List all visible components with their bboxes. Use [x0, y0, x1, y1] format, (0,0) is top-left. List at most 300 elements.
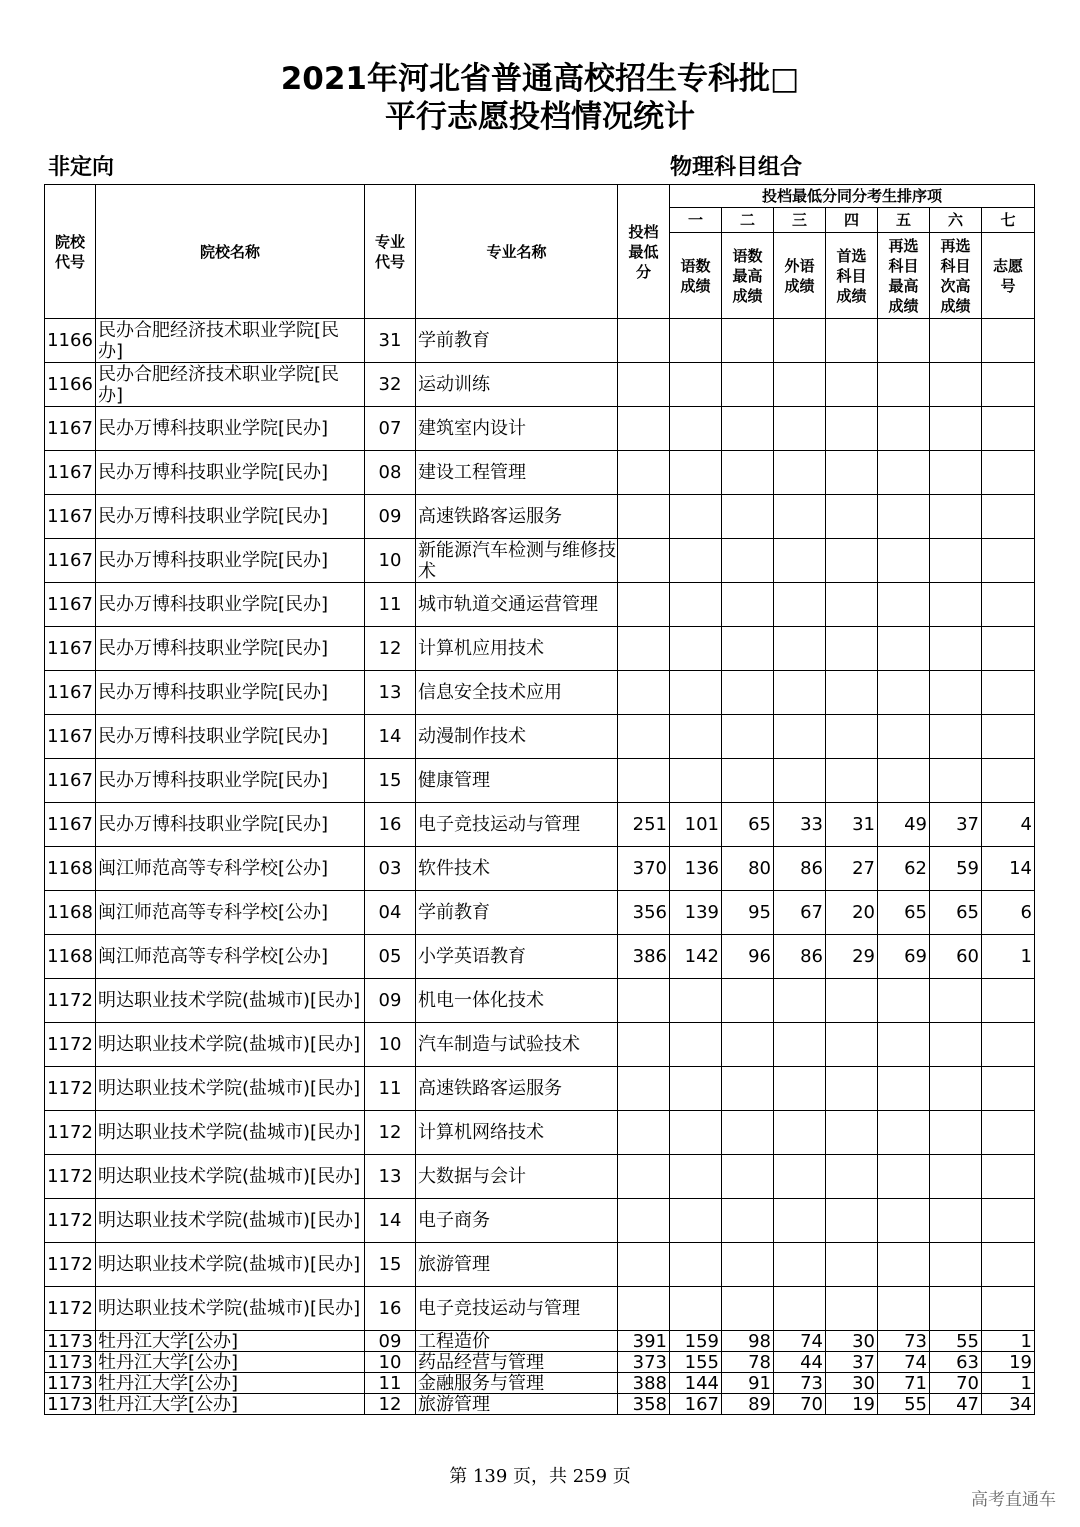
major-code-cell: 09	[365, 979, 416, 1023]
tiebreak-7-cell	[982, 715, 1035, 759]
tiebreak-1-cell: 159	[670, 1331, 722, 1352]
table-row	[45, 1067, 1035, 1111]
tiebreak-2-cell	[722, 539, 774, 583]
tiebreak-1-cell: 101	[670, 803, 722, 847]
major-name-cell: 高速铁路客运服务	[416, 1067, 618, 1111]
tiebreak-6-cell	[930, 1243, 982, 1287]
tiebreak-6-cell	[930, 1155, 982, 1199]
tiebreak-1-cell	[670, 1243, 722, 1287]
tiebreak-5-cell	[878, 407, 930, 451]
table-header	[45, 185, 1035, 319]
tiebreak-4-cell: 19	[826, 1394, 878, 1415]
tiebreak-1-cell	[670, 1287, 722, 1331]
tiebreak-6-cell: 59	[930, 847, 982, 891]
school-code-cell: 1167	[45, 671, 96, 715]
major-code-cell: 11	[365, 583, 416, 627]
min-score-cell	[618, 451, 670, 495]
major-name-cell: 电子商务	[416, 1199, 618, 1243]
min-score-cell: 370	[618, 847, 670, 891]
tiebreak-2-cell	[722, 671, 774, 715]
min-score-cell	[618, 627, 670, 671]
header-order: 一	[670, 208, 722, 233]
header-item: 再选科目最高成绩	[878, 233, 930, 319]
tiebreak-4-cell	[826, 495, 878, 539]
tiebreak-3-cell	[774, 1287, 826, 1331]
tiebreak-1-cell: 142	[670, 935, 722, 979]
tiebreak-2-cell	[722, 583, 774, 627]
school-name-cell: 闽江师范高等专科学校[公办]	[96, 891, 365, 935]
tiebreak-1-cell	[670, 671, 722, 715]
tiebreak-3-cell	[774, 1111, 826, 1155]
school-code-cell: 1172	[45, 1111, 96, 1155]
major-name-cell: 计算机网络技术	[416, 1111, 618, 1155]
major-name-cell: 旅游管理	[416, 1243, 618, 1287]
tiebreak-5-cell	[878, 495, 930, 539]
major-code-cell: 12	[365, 627, 416, 671]
watermark: 高考直通车	[971, 1490, 1056, 1510]
tiebreak-4-cell: 30	[826, 1331, 878, 1352]
tiebreak-2-cell	[722, 1243, 774, 1287]
major-code-cell: 15	[365, 1243, 416, 1287]
tiebreak-5-cell	[878, 451, 930, 495]
tiebreak-7-cell	[982, 495, 1035, 539]
tiebreak-7-cell	[982, 1155, 1035, 1199]
table-row	[45, 627, 1035, 671]
header-item: 语数最高成绩	[722, 233, 774, 319]
tiebreak-2-cell: 78	[722, 1352, 774, 1373]
table-row	[45, 1287, 1035, 1331]
tiebreak-4-cell: 30	[826, 1373, 878, 1394]
tiebreak-6-cell	[930, 583, 982, 627]
school-name-cell: 闽江师范高等专科学校[公办]	[96, 847, 365, 891]
major-name-cell: 药品经营与管理	[416, 1352, 618, 1373]
tiebreak-4-cell	[826, 759, 878, 803]
school-name-cell: 民办合肥经济技术职业学院[民办]	[96, 363, 365, 407]
tiebreak-6-cell	[930, 759, 982, 803]
tiebreak-7-cell	[982, 363, 1035, 407]
table-row	[45, 891, 1035, 935]
table-row	[45, 1243, 1035, 1287]
min-score-cell: 373	[618, 1352, 670, 1373]
tiebreak-6-cell: 55	[930, 1331, 982, 1352]
tiebreak-7-cell: 1	[982, 935, 1035, 979]
school-name-cell: 明达职业技术学院(盐城市)[民办]	[96, 1023, 365, 1067]
school-code-cell: 1172	[45, 1199, 96, 1243]
major-code-cell: 31	[365, 319, 416, 363]
tiebreak-5-cell	[878, 979, 930, 1023]
tiebreak-3-cell	[774, 1023, 826, 1067]
tiebreak-5-cell: 55	[878, 1394, 930, 1415]
major-code-cell: 11	[365, 1067, 416, 1111]
tiebreak-2-cell	[722, 319, 774, 363]
page-title-line2: 平行志愿投档情况统计	[385, 99, 695, 135]
tiebreak-3-cell: 73	[774, 1373, 826, 1394]
tiebreak-6-cell	[930, 539, 982, 583]
school-name-cell: 民办万博科技职业学院[民办]	[96, 671, 365, 715]
tiebreak-1-cell	[670, 1111, 722, 1155]
tiebreak-4-cell: 20	[826, 891, 878, 935]
major-name-cell: 运动训练	[416, 363, 618, 407]
table-row	[45, 1023, 1035, 1067]
tiebreak-7-cell	[982, 1023, 1035, 1067]
tiebreak-5-cell: 69	[878, 935, 930, 979]
category-left-label: 非定向	[48, 155, 115, 180]
major-name-cell: 学前教育	[416, 891, 618, 935]
major-name-cell: 新能源汽车检测与维修技术	[416, 539, 618, 583]
school-name-cell: 民办合肥经济技术职业学院[民办]	[96, 319, 365, 363]
school-name-cell: 明达职业技术学院(盐城市)[民办]	[96, 1111, 365, 1155]
school-name-cell: 牡丹江大学[公办]	[96, 1331, 365, 1352]
tiebreak-1-cell	[670, 319, 722, 363]
school-name-cell: 民办万博科技职业学院[民办]	[96, 539, 365, 583]
tiebreak-3-cell: 86	[774, 935, 826, 979]
tiebreak-2-cell	[722, 1023, 774, 1067]
tiebreak-4-cell	[826, 363, 878, 407]
school-code-cell: 1167	[45, 715, 96, 759]
tiebreak-6-cell	[930, 1199, 982, 1243]
table-row	[45, 1373, 1035, 1394]
header-item: 语数成绩	[670, 233, 722, 319]
major-code-cell: 14	[365, 1199, 416, 1243]
major-code-cell: 10	[365, 1023, 416, 1067]
table-row	[45, 935, 1035, 979]
tiebreak-6-cell	[930, 363, 982, 407]
tiebreak-5-cell: 71	[878, 1373, 930, 1394]
tiebreak-1-cell	[670, 1023, 722, 1067]
tiebreak-7-cell: 1	[982, 1373, 1035, 1394]
tiebreak-1-cell: 136	[670, 847, 722, 891]
major-name-cell: 建设工程管理	[416, 451, 618, 495]
table-row	[45, 363, 1035, 407]
table-row	[45, 539, 1035, 583]
header-order: 五	[878, 208, 930, 233]
header-order: 七	[982, 208, 1035, 233]
major-code-cell: 16	[365, 1287, 416, 1331]
page-title-line1: 2021年河北省普通高校招生专科批□	[280, 61, 800, 97]
major-name-cell: 电子竞技运动与管理	[416, 803, 618, 847]
tiebreak-7-cell	[982, 1111, 1035, 1155]
min-score-cell	[618, 759, 670, 803]
tiebreak-7-cell	[982, 1199, 1035, 1243]
tiebreak-2-cell	[722, 1155, 774, 1199]
school-name-cell: 牡丹江大学[公办]	[96, 1373, 365, 1394]
tiebreak-1-cell	[670, 583, 722, 627]
tiebreak-4-cell	[826, 1111, 878, 1155]
min-score-cell: 386	[618, 935, 670, 979]
header-order: 六	[930, 208, 982, 233]
tiebreak-5-cell	[878, 1287, 930, 1331]
tiebreak-3-cell	[774, 627, 826, 671]
major-code-cell: 15	[365, 759, 416, 803]
school-name-cell: 民办万博科技职业学院[民办]	[96, 495, 365, 539]
tiebreak-3-cell	[774, 583, 826, 627]
major-code-cell: 10	[365, 539, 416, 583]
header-item: 外语成绩	[774, 233, 826, 319]
tiebreak-3-cell	[774, 1199, 826, 1243]
tiebreak-5-cell	[878, 759, 930, 803]
tiebreak-3-cell: 74	[774, 1331, 826, 1352]
table-row	[45, 1111, 1035, 1155]
tiebreak-7-cell	[982, 1243, 1035, 1287]
tiebreak-3-cell: 86	[774, 847, 826, 891]
table-row	[45, 1331, 1035, 1352]
tiebreak-1-cell	[670, 715, 722, 759]
tiebreak-5-cell	[878, 539, 930, 583]
table-row	[45, 847, 1035, 891]
tiebreak-1-cell	[670, 495, 722, 539]
tiebreak-6-cell: 47	[930, 1394, 982, 1415]
tiebreak-1-cell	[670, 627, 722, 671]
tiebreak-7-cell	[982, 979, 1035, 1023]
tiebreak-3-cell	[774, 495, 826, 539]
table-row	[45, 1352, 1035, 1373]
tiebreak-3-cell	[774, 363, 826, 407]
tiebreak-6-cell	[930, 495, 982, 539]
tiebreak-1-cell	[670, 979, 722, 1023]
school-name-cell: 明达职业技术学院(盐城市)[民办]	[96, 1287, 365, 1331]
major-code-cell: 16	[365, 803, 416, 847]
min-score-cell	[618, 1243, 670, 1287]
header-order: 二	[722, 208, 774, 233]
school-name-cell: 民办万博科技职业学院[民办]	[96, 803, 365, 847]
tiebreak-6-cell: 37	[930, 803, 982, 847]
school-code-cell: 1172	[45, 979, 96, 1023]
major-code-cell: 03	[365, 847, 416, 891]
tiebreak-2-cell	[722, 407, 774, 451]
school-code-cell: 1168	[45, 891, 96, 935]
tiebreak-5-cell	[878, 583, 930, 627]
tiebreak-3-cell	[774, 759, 826, 803]
table-row	[45, 451, 1035, 495]
school-code-cell: 1167	[45, 803, 96, 847]
school-code-cell: 1167	[45, 539, 96, 583]
tiebreak-6-cell	[930, 407, 982, 451]
tiebreak-2-cell	[722, 979, 774, 1023]
tiebreak-2-cell: 95	[722, 891, 774, 935]
tiebreak-7-cell	[982, 451, 1035, 495]
tiebreak-6-cell	[930, 451, 982, 495]
school-code-cell: 1172	[45, 1067, 96, 1111]
major-code-cell: 08	[365, 451, 416, 495]
table-row	[45, 1155, 1035, 1199]
tiebreak-5-cell: 73	[878, 1331, 930, 1352]
tiebreak-2-cell: 80	[722, 847, 774, 891]
school-code-cell: 1166	[45, 363, 96, 407]
tiebreak-1-cell	[670, 363, 722, 407]
tiebreak-3-cell	[774, 407, 826, 451]
tiebreak-4-cell	[826, 627, 878, 671]
tiebreak-7-cell	[982, 759, 1035, 803]
major-name-cell: 金融服务与管理	[416, 1373, 618, 1394]
tiebreak-2-cell	[722, 1067, 774, 1111]
tiebreak-6-cell	[930, 627, 982, 671]
table-row	[45, 671, 1035, 715]
school-name-cell: 牡丹江大学[公办]	[96, 1394, 365, 1415]
tiebreak-7-cell: 19	[982, 1352, 1035, 1373]
tiebreak-3-cell	[774, 671, 826, 715]
major-name-cell: 小学英语教育	[416, 935, 618, 979]
tiebreak-2-cell	[722, 451, 774, 495]
min-score-cell	[618, 1155, 670, 1199]
min-score-cell: 251	[618, 803, 670, 847]
tiebreak-7-cell: 6	[982, 891, 1035, 935]
school-code-cell: 1173	[45, 1352, 96, 1373]
tiebreak-4-cell: 31	[826, 803, 878, 847]
tiebreak-5-cell: 74	[878, 1352, 930, 1373]
min-score-cell: 388	[618, 1373, 670, 1394]
category-right-label: 物理科目组合	[670, 155, 803, 180]
tiebreak-3-cell	[774, 539, 826, 583]
major-code-cell: 05	[365, 935, 416, 979]
min-score-cell	[618, 495, 670, 539]
header-school-name: 院校名称	[96, 185, 365, 319]
tiebreak-5-cell	[878, 715, 930, 759]
tiebreak-1-cell	[670, 1067, 722, 1111]
tiebreak-6-cell	[930, 671, 982, 715]
tiebreak-2-cell	[722, 1287, 774, 1331]
tiebreak-2-cell	[722, 1111, 774, 1155]
tiebreak-5-cell	[878, 671, 930, 715]
school-code-cell: 1167	[45, 759, 96, 803]
major-name-cell: 计算机应用技术	[416, 627, 618, 671]
min-score-cell	[618, 583, 670, 627]
min-score-cell	[618, 1023, 670, 1067]
major-code-cell: 09	[365, 1331, 416, 1352]
major-name-cell: 大数据与会计	[416, 1155, 618, 1199]
tiebreak-4-cell: 29	[826, 935, 878, 979]
school-code-cell: 1173	[45, 1373, 96, 1394]
table-row	[45, 495, 1035, 539]
major-name-cell: 机电一体化技术	[416, 979, 618, 1023]
tiebreak-6-cell: 60	[930, 935, 982, 979]
school-code-cell: 1172	[45, 1155, 96, 1199]
tiebreak-4-cell	[826, 979, 878, 1023]
tiebreak-7-cell: 4	[982, 803, 1035, 847]
min-score-cell	[618, 407, 670, 451]
min-score-cell	[618, 319, 670, 363]
table-row	[45, 1199, 1035, 1243]
min-score-cell	[618, 1199, 670, 1243]
tiebreak-7-cell: 1	[982, 1331, 1035, 1352]
major-code-cell: 10	[365, 1352, 416, 1373]
header-order: 四	[826, 208, 878, 233]
tiebreak-5-cell: 65	[878, 891, 930, 935]
header-min-score: 投档最低分	[618, 185, 670, 319]
major-name-cell: 健康管理	[416, 759, 618, 803]
major-code-cell: 07	[365, 407, 416, 451]
min-score-cell	[618, 1287, 670, 1331]
tiebreak-5-cell	[878, 363, 930, 407]
tiebreak-5-cell	[878, 1023, 930, 1067]
tiebreak-3-cell	[774, 319, 826, 363]
school-code-cell: 1168	[45, 847, 96, 891]
tiebreak-2-cell	[722, 627, 774, 671]
major-name-cell: 高速铁路客运服务	[416, 495, 618, 539]
min-score-cell	[618, 1111, 670, 1155]
tiebreak-7-cell: 34	[982, 1394, 1035, 1415]
major-name-cell: 工程造价	[416, 1331, 618, 1352]
tiebreak-5-cell: 49	[878, 803, 930, 847]
min-score-cell: 356	[618, 891, 670, 935]
tiebreak-1-cell: 139	[670, 891, 722, 935]
major-code-cell: 04	[365, 891, 416, 935]
min-score-cell	[618, 715, 670, 759]
tiebreak-4-cell	[826, 715, 878, 759]
tiebreak-4-cell: 37	[826, 1352, 878, 1373]
tiebreak-3-cell	[774, 451, 826, 495]
tiebreak-7-cell	[982, 319, 1035, 363]
school-name-cell: 民办万博科技职业学院[民办]	[96, 627, 365, 671]
school-code-cell: 1173	[45, 1331, 96, 1352]
tiebreak-1-cell	[670, 759, 722, 803]
tiebreak-1-cell: 167	[670, 1394, 722, 1415]
table-row	[45, 319, 1035, 363]
header-tiebreak-title: 投档最低分同分考生排序项	[670, 185, 1035, 208]
tiebreak-3-cell: 67	[774, 891, 826, 935]
major-name-cell: 建筑室内设计	[416, 407, 618, 451]
tiebreak-2-cell: 65	[722, 803, 774, 847]
tiebreak-7-cell	[982, 407, 1035, 451]
tiebreak-1-cell	[670, 407, 722, 451]
tiebreak-2-cell: 89	[722, 1394, 774, 1415]
admission-table	[44, 184, 1035, 1415]
tiebreak-3-cell	[774, 1067, 826, 1111]
tiebreak-7-cell	[982, 1067, 1035, 1111]
tiebreak-2-cell: 98	[722, 1331, 774, 1352]
tiebreak-4-cell	[826, 1155, 878, 1199]
tiebreak-5-cell	[878, 1155, 930, 1199]
tiebreak-5-cell: 62	[878, 847, 930, 891]
tiebreak-7-cell: 14	[982, 847, 1035, 891]
tiebreak-1-cell	[670, 451, 722, 495]
tiebreak-6-cell: 63	[930, 1352, 982, 1373]
tiebreak-4-cell	[826, 1199, 878, 1243]
tiebreak-3-cell	[774, 979, 826, 1023]
tiebreak-2-cell	[722, 759, 774, 803]
tiebreak-7-cell	[982, 1287, 1035, 1331]
tiebreak-3-cell: 33	[774, 803, 826, 847]
table-row	[45, 803, 1035, 847]
min-score-cell	[618, 671, 670, 715]
school-name-cell: 民办万博科技职业学院[民办]	[96, 451, 365, 495]
min-score-cell: 358	[618, 1394, 670, 1415]
header-school-code: 院校代号	[45, 185, 96, 319]
school-name-cell: 民办万博科技职业学院[民办]	[96, 715, 365, 759]
school-code-cell: 1172	[45, 1287, 96, 1331]
tiebreak-2-cell	[722, 495, 774, 539]
tiebreak-4-cell	[826, 1243, 878, 1287]
table-row	[45, 583, 1035, 627]
major-code-cell: 12	[365, 1111, 416, 1155]
major-name-cell: 电子竞技运动与管理	[416, 1287, 618, 1331]
tiebreak-4-cell	[826, 1023, 878, 1067]
major-code-cell: 32	[365, 363, 416, 407]
major-name-cell: 信息安全技术应用	[416, 671, 618, 715]
page-footer: 第 139 页，共 259 页	[449, 1466, 631, 1487]
school-name-cell: 明达职业技术学院(盐城市)[民办]	[96, 1155, 365, 1199]
school-name-cell: 明达职业技术学院(盐城市)[民办]	[96, 979, 365, 1023]
tiebreak-6-cell	[930, 715, 982, 759]
tiebreak-4-cell	[826, 671, 878, 715]
school-code-cell: 1167	[45, 451, 96, 495]
tiebreak-3-cell: 44	[774, 1352, 826, 1373]
table-row	[45, 1394, 1035, 1415]
table-row	[45, 979, 1035, 1023]
tiebreak-6-cell: 65	[930, 891, 982, 935]
tiebreak-4-cell: 27	[826, 847, 878, 891]
tiebreak-6-cell	[930, 319, 982, 363]
header-item: 再选科目次高成绩	[930, 233, 982, 319]
